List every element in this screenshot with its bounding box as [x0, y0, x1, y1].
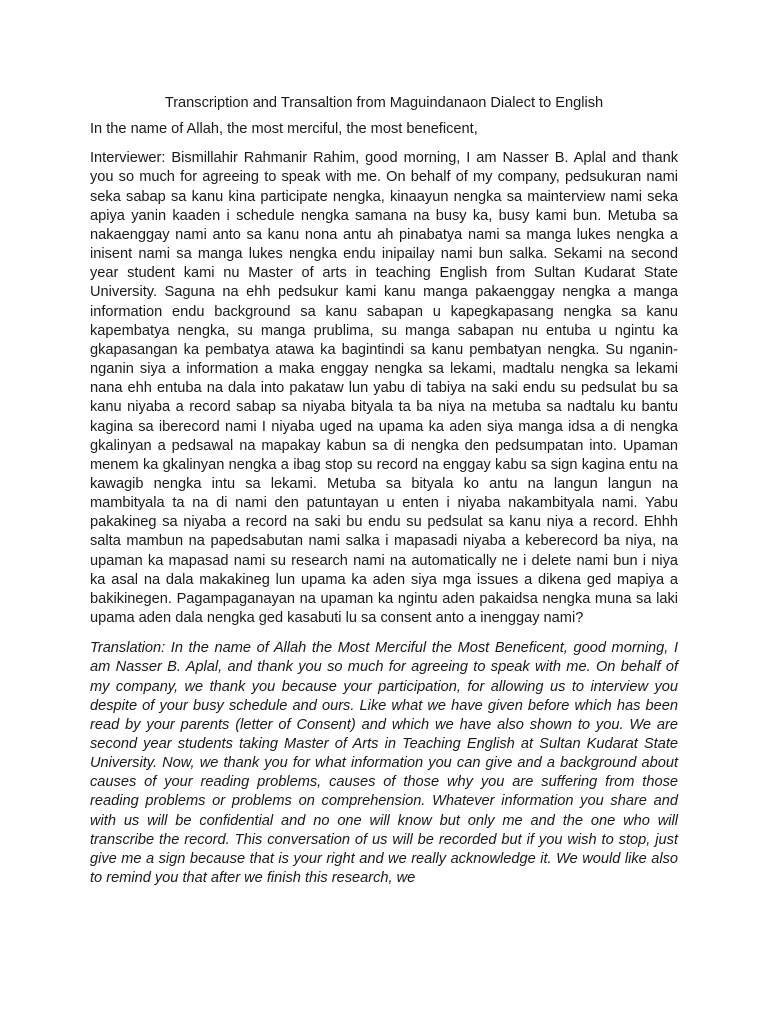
document-title: Transcription and Transaltion from Maguindanaon Dialect to English [164, 95, 604, 111]
translation-paragraph: Translation: In the name of Allah the Most Merciful the Most Beneficent, good morning, I am Nasser B. Aplal, and thank you so much for agreeing to speak with me. On behalf of my company, we thank you because your participation, for allowing us to interview you despite of your busy schedule and ours. Like what we have given before which has been read by your parents (letter of Consent) and which we have also shown to you. We are second year students taking Master of Arts in Teaching English at Sultan Kudarat State University. Now, we thank you for what information you can give and a background about causes of your reading problems, causes of those why you are suffering from those reading problems or problems on comprehension. Whatever information you share and with us will be confidential and no one will know but only me and the one who will transcribe the record. This conversation of us will be recorded but if you wish to stop, just give me a sign because that is your right and we really acknowledge it. We would like also to remind you that after we finish this research, we [90, 640, 678, 887]
document-body [90, 94, 678, 888]
interviewer-paragraph: Interviewer: Bismillahir Rahmanir Rahim, good morning, I am Nasser B. Aplal and thank you so much for agreeing to speak with me. On behalf of my company, pedsukuran nami seka sabap sa kanu kina participate nengka, kinaayun nengka sa mainterview nami seka apiya yanin kaaden i schedule nengka samana na busy ka, busy kami bun. Metuba sa nakaenggay nami anto sa kanu nona antu ah pinabatya nami sa manga lukes nengka a inisent nami sa manga lukes nengka endu inipailay nami bun salka. Sekami na second year student kami nu Master of arts in teaching English from Sultan Kudarat State University. Saguna na ehh pedsukur kami kanu manga pakaenggay nengka a manga information endu background sa kanu sabapan u kapegkapasang nengka sa kanu kapembatya nengka, su manga prublima, su manga sabapan nu entuba u ngintu ka gkapasangan ka pembatya atawa ka bagintindi sa kanu pembatyan nengka. Su nganin-nganin siya a information a maka enggay nengka sa lekami, madtalu nengka sa lekami nana ehh entuba na dala into pakataw lun yabu di tabiya na saki endu su pedsulat bu sa kanu niyaba a record sabap sa niyaba bityala ta ba niya na metuba sa nadtalu ku bantu kagina sa iberecord nami I niyaba uged na upama ka aden siya manga idsa a di nengka gkalinyan a pedsawal na mapakay kabun sa di nengka den pedsumpatan into. Upaman menem ka gkalinyan nengka a ibag stop su record na enggay kabu sa sign kagina entu na kawagib nengka intu sa lekami. Metuba sa bityala ko antu na langun langun na mambityala ta na di nami den patuntayan u enten i niyaba nakambityala nami. Yabu pakakineg sa niyaba a record na saki bu endu su pedsulat sa kanu niya a record. Ehhh salta mambun na papedsabutan nami salka i mapasadi niyaba a keberecord ba niya, na upaman ka mapasad nami su research nami na automatically ne i delete nami bun i niya ka asal na dala makakineg lun upama ka aden siya mga issues a dikena ged mapiya a bakikinegen. Pagampaganayan na upaman ka ngintu aden pakaidsa nengka muna sa laki upama aden dala nengka ged kasabuti lu sa consent anto a inenggay nami? [90, 150, 678, 627]
opening-line: In the name of Allah, the most merciful, the most beneficent, [90, 121, 478, 138]
